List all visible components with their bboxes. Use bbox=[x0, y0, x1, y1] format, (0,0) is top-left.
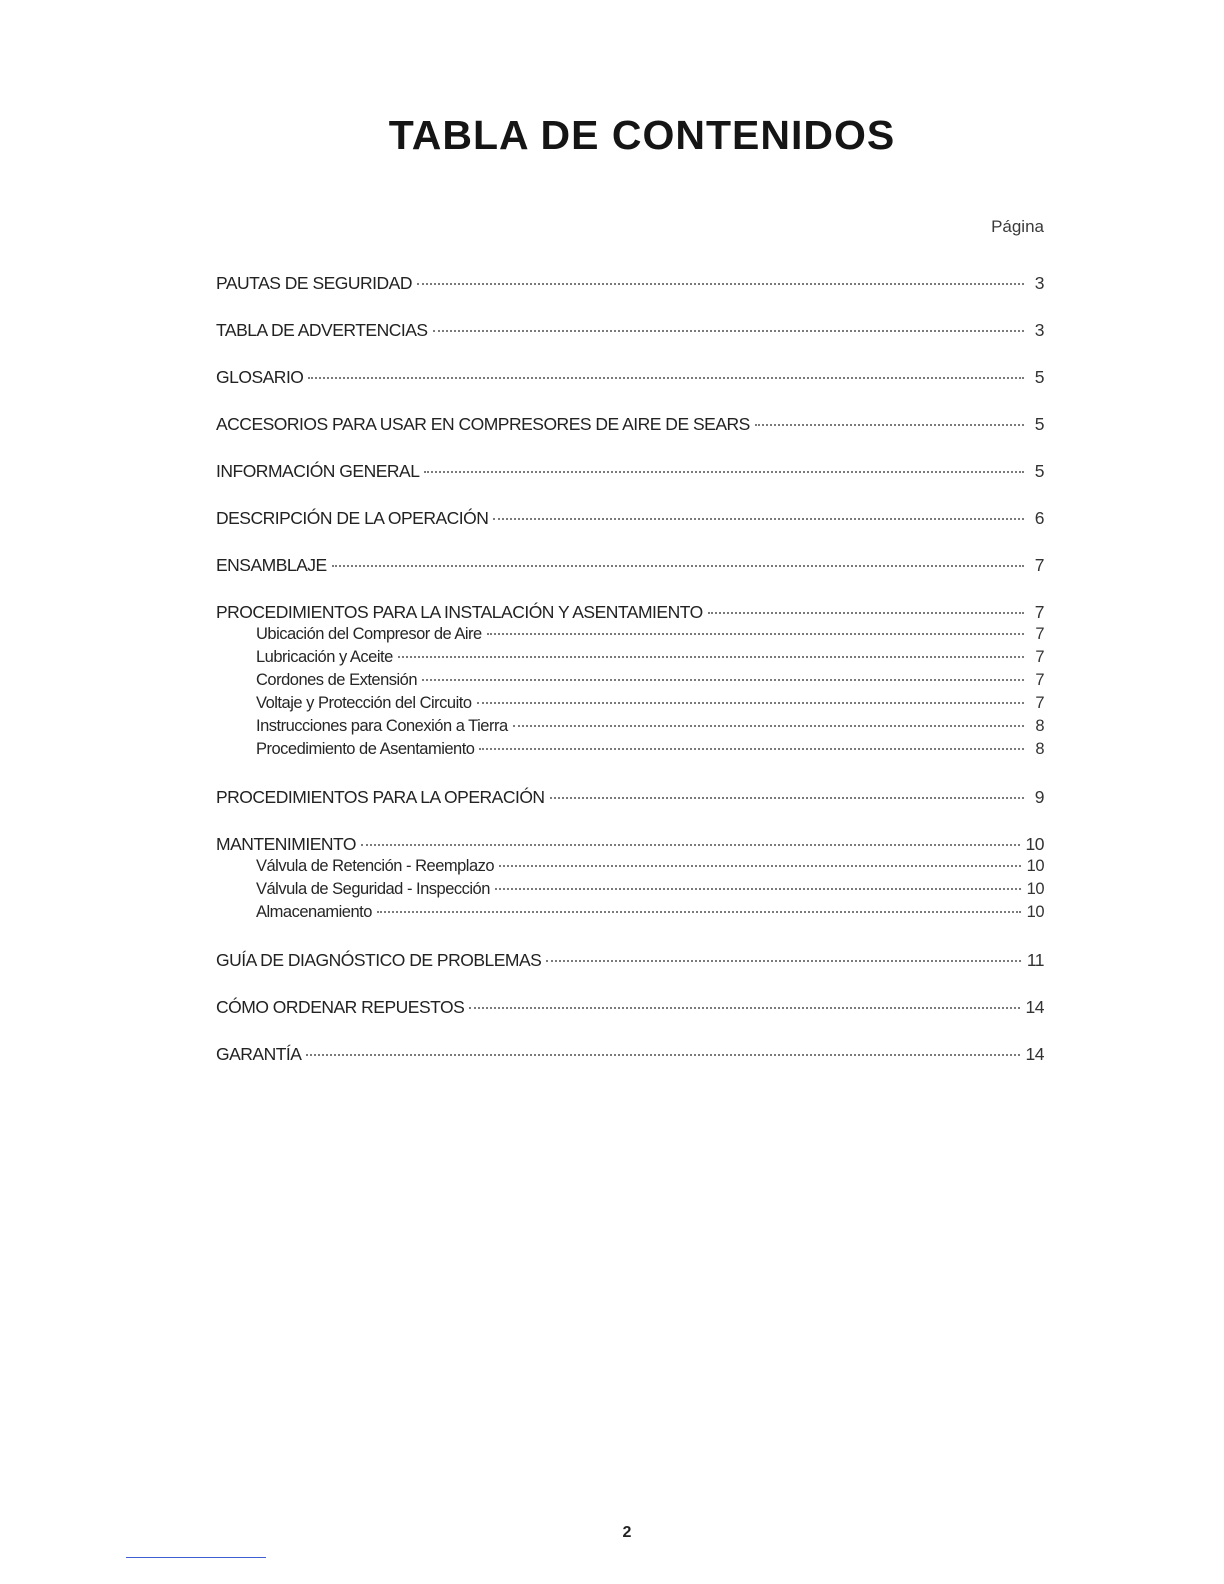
toc-section bbox=[212, 272, 1044, 294]
toc-section bbox=[212, 460, 1044, 482]
section-spacer bbox=[212, 435, 1044, 460]
toc-subentry[interactable] bbox=[212, 738, 1044, 761]
dot-leader bbox=[487, 633, 1024, 635]
toc-section bbox=[212, 554, 1044, 576]
toc-entry-page-number: 7 bbox=[1035, 648, 1044, 666]
toc-entry-label: PAUTAS DE SEGURIDAD bbox=[216, 273, 412, 293]
toc-entry-page-number: 3 bbox=[1034, 320, 1044, 340]
toc-entry-page-number: 10 bbox=[1026, 857, 1044, 875]
section-spacer bbox=[212, 971, 1044, 996]
toc-entry-page-number: 7 bbox=[1035, 694, 1044, 712]
dot-leader bbox=[469, 1007, 1019, 1009]
dot-leader bbox=[422, 679, 1024, 681]
toc-entry-label: Ubicación del Compresor de Aire bbox=[256, 625, 482, 643]
toc-entry-label: CÓMO ORDENAR REPUESTOS bbox=[216, 997, 465, 1017]
toc-entry-page-number: 3 bbox=[1034, 273, 1044, 293]
toc-entry-page-number: 8 bbox=[1035, 717, 1044, 735]
toc-entry-label: Válvula de Retención - Reemplazo bbox=[256, 857, 495, 875]
toc-section bbox=[212, 601, 1044, 761]
toc-entry-page-number: 5 bbox=[1034, 461, 1044, 481]
toc-entry-page-number: 7 bbox=[1034, 602, 1044, 622]
section-spacer bbox=[212, 924, 1044, 949]
page-title: TABLA DE CONTENIDOS bbox=[388, 112, 896, 158]
dot-leader bbox=[332, 565, 1024, 567]
toc-entry[interactable] bbox=[212, 272, 1044, 294]
dot-leader bbox=[377, 911, 1021, 913]
dot-leader bbox=[495, 888, 1021, 890]
toc-subentry[interactable] bbox=[212, 646, 1044, 669]
toc-entry-label: DESCRIPCIÓN DE LA OPERACIÓN bbox=[216, 508, 489, 528]
toc-entry[interactable] bbox=[212, 554, 1044, 576]
dot-leader bbox=[433, 330, 1024, 332]
dot-leader bbox=[477, 702, 1024, 704]
dot-leader bbox=[479, 748, 1024, 750]
toc-entry-label: GUÍA DE DIAGNÓSTICO DE PROBLEMAS bbox=[216, 950, 542, 970]
toc-entry-label: ENSAMBLAJE bbox=[216, 555, 327, 575]
toc-entry-label: Lubricación y Aceite bbox=[256, 648, 393, 666]
toc-entry-label: GLOSARIO bbox=[216, 367, 304, 387]
toc-entry-page-number: 7 bbox=[1035, 671, 1044, 689]
toc-section bbox=[212, 949, 1044, 971]
toc-section bbox=[212, 507, 1044, 529]
toc-entry-page-number: 10 bbox=[1026, 903, 1044, 921]
toc-entry-label: INFORMACIÓN GENERAL bbox=[216, 461, 420, 481]
toc-entry-label: PROCEDIMIENTOS PARA LA OPERACIÓN bbox=[216, 787, 545, 807]
toc-section bbox=[212, 996, 1044, 1018]
dot-leader bbox=[398, 656, 1024, 658]
toc-entry-label: ACCESORIOS PARA USAR EN COMPRESORES DE AIRE DE SEARS bbox=[216, 414, 750, 434]
toc-subentry[interactable] bbox=[212, 715, 1044, 738]
toc-entry-page-number: 11 bbox=[1026, 950, 1044, 970]
toc-entry-page-number: 14 bbox=[1025, 1044, 1044, 1064]
dot-leader bbox=[513, 725, 1024, 727]
toc-section bbox=[212, 833, 1044, 924]
toc-entry[interactable] bbox=[212, 1043, 1044, 1065]
toc-section bbox=[212, 1043, 1044, 1065]
toc-entry-page-number: 6 bbox=[1034, 508, 1044, 528]
toc-entry-page-number: 8 bbox=[1035, 740, 1044, 758]
toc-entry-page-number: 5 bbox=[1034, 414, 1044, 434]
toc-entry[interactable] bbox=[212, 833, 1044, 855]
toc-subentry[interactable] bbox=[212, 692, 1044, 715]
toc-entry-label: MANTENIMIENTO bbox=[216, 834, 356, 854]
section-spacer bbox=[212, 808, 1044, 833]
footer-divider bbox=[126, 1557, 266, 1558]
toc-entry[interactable] bbox=[212, 366, 1044, 388]
toc-entry[interactable] bbox=[212, 786, 1044, 808]
toc-entry-label: GARANTÍA bbox=[216, 1044, 302, 1064]
toc-subentry[interactable] bbox=[212, 623, 1044, 646]
toc-section bbox=[212, 366, 1044, 388]
toc-subentry[interactable] bbox=[212, 669, 1044, 692]
toc-entry[interactable] bbox=[212, 460, 1044, 482]
dot-leader bbox=[550, 797, 1024, 799]
dot-leader bbox=[755, 424, 1024, 426]
dot-leader bbox=[308, 377, 1024, 379]
toc-entry-page-number: 9 bbox=[1034, 787, 1044, 807]
toc-entry-label: Almacenamiento bbox=[256, 903, 372, 921]
dot-leader bbox=[499, 865, 1021, 867]
dot-leader bbox=[546, 960, 1021, 962]
section-spacer bbox=[212, 576, 1044, 601]
toc-entry-label: Cordones de Extensión bbox=[256, 671, 418, 689]
toc-entry[interactable] bbox=[212, 507, 1044, 529]
toc-section bbox=[212, 413, 1044, 435]
toc-entry-page-number: 5 bbox=[1034, 367, 1044, 387]
toc-entry-page-number: 7 bbox=[1035, 625, 1044, 643]
section-spacer bbox=[212, 761, 1044, 786]
section-spacer bbox=[212, 294, 1044, 319]
toc-entry-label: Voltaje y Protección del Circuito bbox=[256, 694, 472, 712]
dot-leader bbox=[708, 612, 1024, 614]
toc-entry-label: Instrucciones para Conexión a Tierra bbox=[256, 717, 508, 735]
dot-leader bbox=[361, 844, 1020, 846]
dot-leader bbox=[493, 518, 1024, 520]
section-spacer bbox=[212, 341, 1044, 366]
dot-leader bbox=[417, 283, 1024, 285]
page-column-header: Página bbox=[991, 217, 1044, 236]
toc-entry-label: Válvula de Seguridad - Inspección bbox=[256, 880, 490, 898]
toc-section bbox=[212, 319, 1044, 341]
toc-entry[interactable] bbox=[212, 319, 1044, 341]
section-spacer bbox=[212, 1018, 1044, 1043]
toc-entry[interactable] bbox=[212, 949, 1044, 971]
toc-entry-page-number: 10 bbox=[1026, 880, 1044, 898]
section-spacer bbox=[212, 482, 1044, 507]
toc-entry-label: Procedimiento de Asentamiento bbox=[256, 740, 475, 758]
toc-entry-page-number: 10 bbox=[1025, 834, 1044, 854]
footer-page-number: 2 bbox=[622, 1524, 632, 1541]
toc-subentry[interactable] bbox=[212, 878, 1044, 901]
toc-entry-page-number: 7 bbox=[1034, 555, 1044, 575]
toc-entry-label: PROCEDIMIENTOS PARA LA INSTALACIÓN Y ASENTAMIENTO bbox=[216, 602, 703, 622]
dot-leader bbox=[306, 1054, 1019, 1056]
toc-section bbox=[212, 786, 1044, 808]
toc-entry[interactable] bbox=[212, 601, 1044, 623]
table-of-contents bbox=[212, 272, 1044, 1065]
toc-subentry[interactable] bbox=[212, 855, 1044, 878]
toc-subentry[interactable] bbox=[212, 901, 1044, 924]
toc-entry-label: TABLA DE ADVERTENCIAS bbox=[216, 320, 428, 340]
toc-entry-page-number: 14 bbox=[1025, 997, 1044, 1017]
section-spacer bbox=[212, 529, 1044, 554]
toc-entry[interactable] bbox=[212, 996, 1044, 1018]
toc-entry[interactable] bbox=[212, 413, 1044, 435]
section-spacer bbox=[212, 388, 1044, 413]
dot-leader bbox=[424, 471, 1024, 473]
